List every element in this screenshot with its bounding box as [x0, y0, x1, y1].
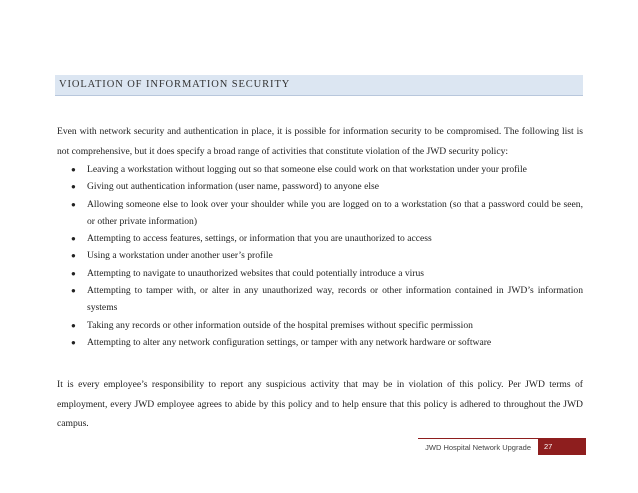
bullet-icon: ● — [71, 286, 76, 296]
bullet-icon: ● — [71, 268, 76, 278]
list-item — [57, 282, 583, 317]
closing-paragraph: It is every employee’s responsibility to report any suspicious activity that may be in violation of this policy. Per JWD terms of employment, every JWD employee agrees to abide by this policy and to help ensure that this policy is adhered to throughout the JWD campus. — [57, 379, 583, 429]
bullet-icon: ● — [71, 199, 76, 209]
list-item-text: Using a workstation under another user’s profile — [87, 250, 273, 262]
section-title: VIOLATION OF INFORMATION SECURITY — [59, 79, 291, 90]
list-item-text: Leaving a workstation without logging out so that someone else could work on that workstation under your profile — [87, 164, 527, 175]
list-item-text: Attempting to tamper with, or alter in any unauthorized way, records or other information contained in JWD’s information systems — [87, 285, 583, 314]
bullet-icon: ● — [71, 165, 76, 174]
list-item — [57, 247, 583, 264]
list-item-text: Allowing someone else to look over your shoulder while you are logged on to a workstation (so that a password could be seen, or other private information) — [87, 198, 583, 227]
intro-paragraph: Even with network security and authentication in place, it is possible for information security to be compromised. The following list is not comprehensive, but it does specify a broad range of activities that constitute violation of the JWD security policy: — [57, 126, 583, 157]
list-item — [57, 178, 583, 195]
list-item — [57, 230, 583, 247]
list-item — [57, 317, 583, 334]
bullet-icon: ● — [71, 234, 76, 244]
list-item — [57, 196, 583, 231]
section-header-bar — [55, 75, 583, 96]
page-footer — [418, 438, 586, 455]
list-item-text: Giving out authentication information (user name, password) to anyone else — [87, 181, 380, 193]
list-item — [57, 161, 583, 178]
violation-list — [57, 161, 583, 351]
list-item — [57, 334, 583, 351]
list-item-text: Attempting to alter any network configuration settings, or tamper with any network hardware or software — [87, 336, 492, 348]
list-item-text: Attempting to navigate to unauthorized websites that could potentially introduce a virus — [87, 267, 425, 279]
bullet-icon: ● — [71, 337, 76, 347]
bullet-icon: ● — [71, 320, 76, 330]
footer-page-number: 27 — [538, 438, 586, 455]
footer-document-title: JWD Hospital Network Upgrade — [418, 438, 538, 455]
list-item-text: Attempting to access features, settings, or information that you are unauthorized to access — [87, 233, 432, 245]
bullet-icon: ● — [71, 251, 76, 261]
bullet-icon: ● — [71, 182, 76, 192]
list-item-text: Taking any records or other information outside of the hospital premises without specific permission — [87, 319, 473, 331]
list-item — [57, 265, 583, 282]
